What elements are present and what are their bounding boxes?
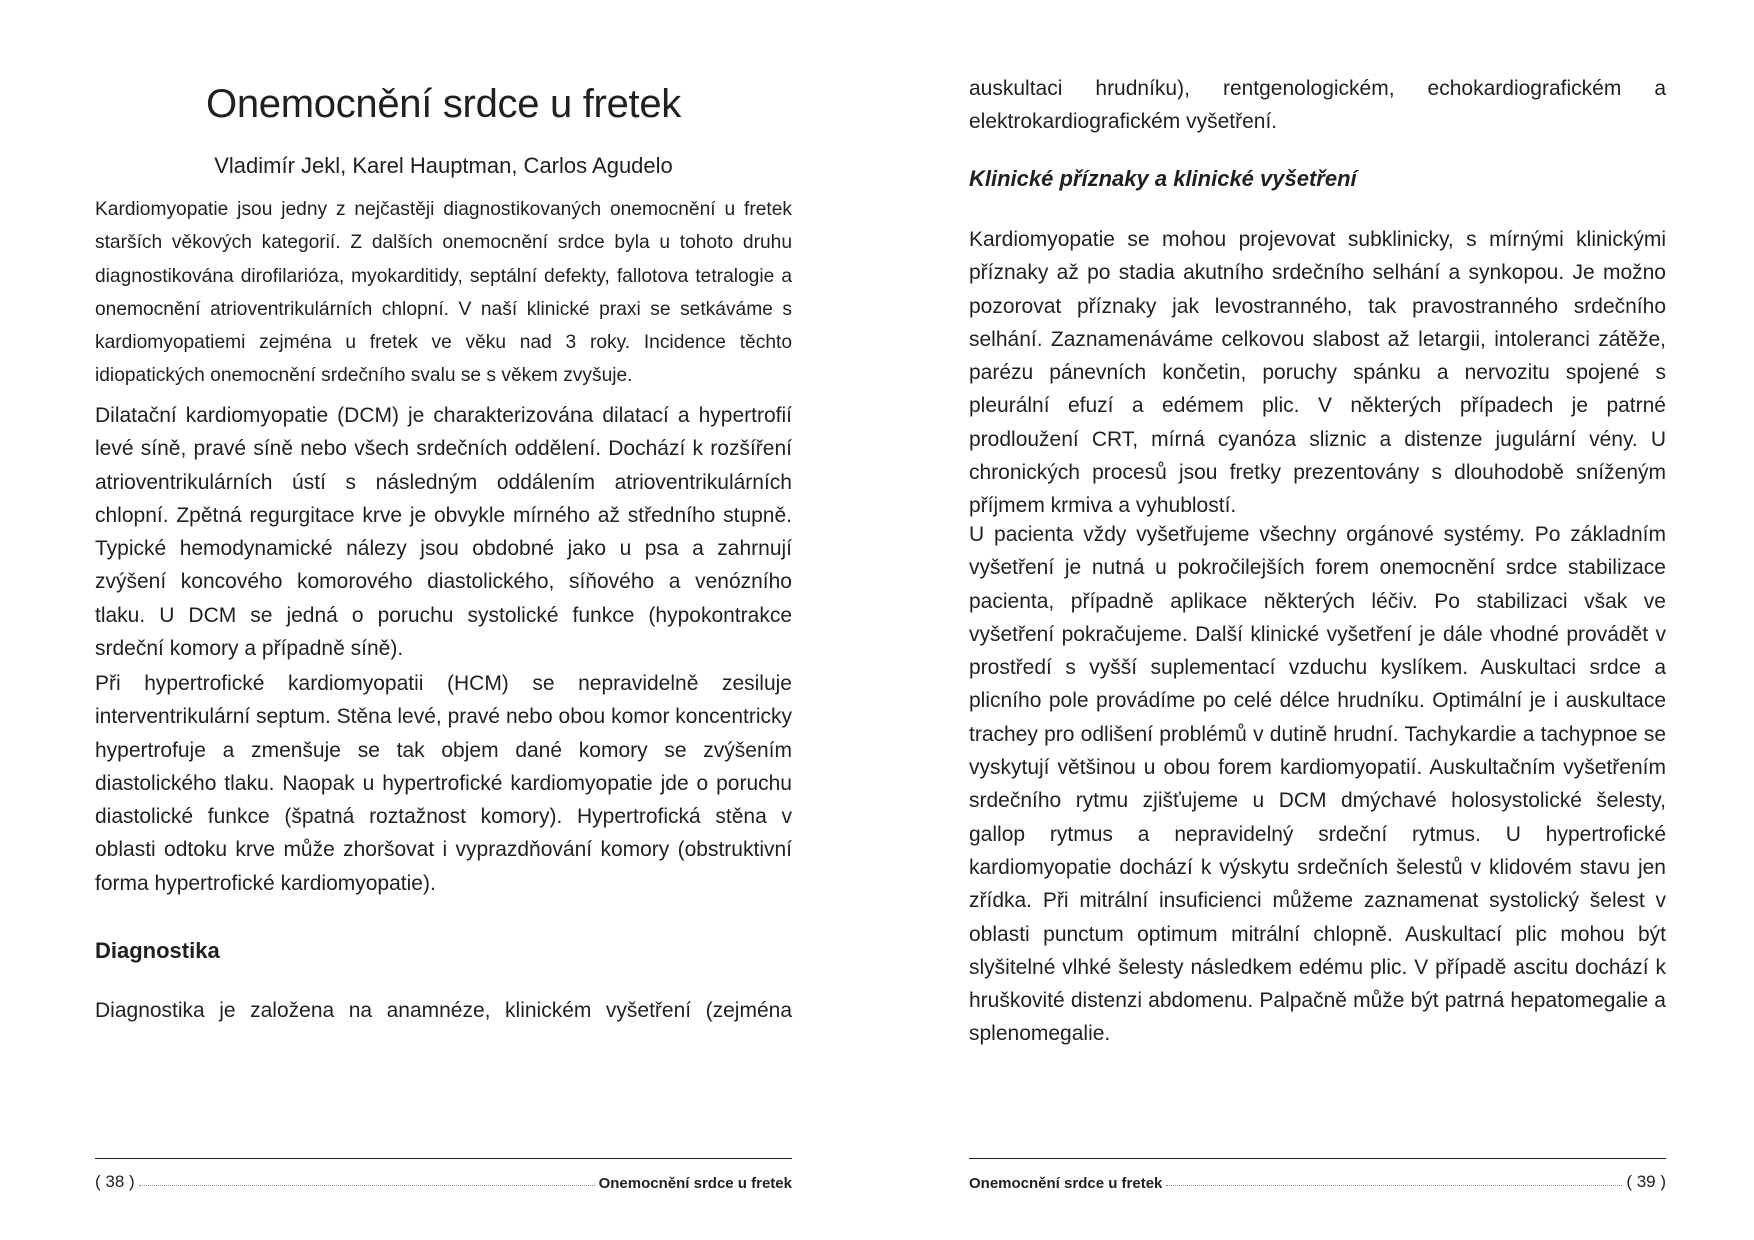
- section-heading-klinicke-priznaky: Klinické příznaky a klinické vyšetření: [969, 166, 1357, 191]
- footer-rule: [969, 1158, 1666, 1159]
- left-page: [95, 0, 792, 1240]
- page-number: ( 38 ): [95, 1172, 135, 1191]
- running-title: Onemocnění srdce u fretek: [598, 1175, 792, 1192]
- right-page: [969, 0, 1666, 1240]
- page-footer: [969, 1166, 1666, 1192]
- dcm-paragraph: Dilatační kardiomyopatie (DCM) je charakterizována dilatací a hypertrofií levé síně, pravé síně nebo všech srdečních oddělení. Dochází k rozšíření atrioventrikulárních ústí s následným oddálením atrioventrikulárních chlopní. Zpětná regurgitace krve je obvykle mírného až středního stupně. Typické hemodynamické nálezy jsou obdobné jako u psa a zahrnují zvýšení koncového komorového diastolického, síňového a venózního tlaku. U DCM se jedná o poruchu systolické funkce (hypokontrakce srdeční komory a případně síně).: [95, 404, 792, 661]
- chapter-authors: Vladimír Jekl, Karel Hauptman, Carlos Agudelo: [214, 153, 673, 178]
- chapter-title: Onemocnění srdce u fretek: [206, 82, 681, 126]
- section-heading-diagnostika: Diagnostika: [95, 938, 220, 963]
- footer-dot-leader: [139, 1185, 595, 1186]
- examination-paragraph: U pacienta vždy vyšetřujeme všechny orgánové systémy. Po základním vyšetření je nutná u pokročilejších forem onemocnění srdce stabilizace pacienta, případně aplikace některých léčiv. Po stabilizaci však ve vyšetření pokračujeme. Další klinické vyšetření je dále vhodné provádět v prostředí s vyšší suplementací vzduchu kyslíkem. Auskultaci srdce a plicního pole provádíme po celé délce hrudníku. Optimální je i auskultace trachey pro odlišení problémů v dutině hrudní. Tachykardie a tachypnoe se vyskytují většinou u obou forem kardiomyopatií. Auskultačním vyšetřením srdečního rytmu zjišťujeme u DCM dmýchavé holosystolické šelesty, gallop rytmus a nepravidelný srdeční rytmus. U hypertrofické kardiomyopatie dochází k výskytu srdečních šelestů v klidovém stavu jen zřídka. Při mitrální insuficienci můžeme zaznamenat systolický šelest v oblasti punctum optimum mitrální chlopně. Auskultací plic mohou být slyšitelné vlhké šelesty následkem edému plic. V případě ascitu dochází k hruškovité distenzi abdomenu. Palpačně může být patrná hepatomegalie a splenomegalie.: [969, 523, 1666, 1046]
- diagnostika-paragraph: Diagnostika je založena na anamnéze, klinickém vyšetření (zejména: [95, 999, 792, 1022]
- footer-rule: [95, 1158, 792, 1159]
- hcm-paragraph: Při hypertrofické kardiomyopatii (HCM) se nepravidelně zesiluje interventrikulární septum. Stěna levé, pravé nebo obou komor koncentricky hypertrofuje a zmenšuje se tak objem dané komory se zvýšením diastolického tlaku. Naopak u hypertrofické kardiomyopatie jde o poruchu diastolické funkce (špatná roztažnost komory). Hypertrofická stěna v oblasti odtoku krve může zhoršovat i vyprazdňování komory (obstruktivní forma hypertrofické kardiomyopatie).: [95, 672, 792, 895]
- symptoms-paragraph: Kardiomyopatie se mohou projevovat subklinicky, s mírnými klinickými příznaky až po stadia akutního srdečního selhání a synkopou. Je možno pozorovat příznaky jak levostranného, tak pravostranného srdečního selhání. Zaznamenáváme celkovou slabost až letargii, intoleranci zátěže, parézu pánevních končetin, poruchy spánku a nervozitu spojené s pleurální efuzí a edémem plic. V některých případech je patrné prodloužení CRT, mírná cyanóza sliznic a distenze jugulární vény. U chronických procesů jsou fretky prezentovány s dlouhodobě sníženým příjmem krmiva a vyhublostí.: [969, 228, 1666, 518]
- page-number: ( 39 ): [1626, 1172, 1666, 1191]
- intro-paragraph: Kardiomyopatie jsou jedny z nejčastěji diagnostikovaných onemocnění u fretek starších věkových kategorií. Z dalších onemocnění srdce byla u tohoto druhu diagnostikována dirofilarióza, myokarditidy, septální defekty, fallotova tetralogie a onemocnění atrioventrikulárních chlopní. V naší klinické praxi se setkáváme s kardiomyopatiemi zejména u fretek ve věku nad 3 roky. Incidence těchto idiopatických onemocnění srdečního svalu se s věkem zvyšuje.: [95, 199, 792, 387]
- continuation-paragraph: auskultaci hrudníku), rentgenologickém, echokardiografickém a elektrokardiografickém vyšetření.: [969, 77, 1666, 134]
- page-footer: [95, 1166, 792, 1192]
- footer-dot-leader: [1166, 1185, 1622, 1186]
- running-title: Onemocnění srdce u fretek: [969, 1175, 1163, 1192]
